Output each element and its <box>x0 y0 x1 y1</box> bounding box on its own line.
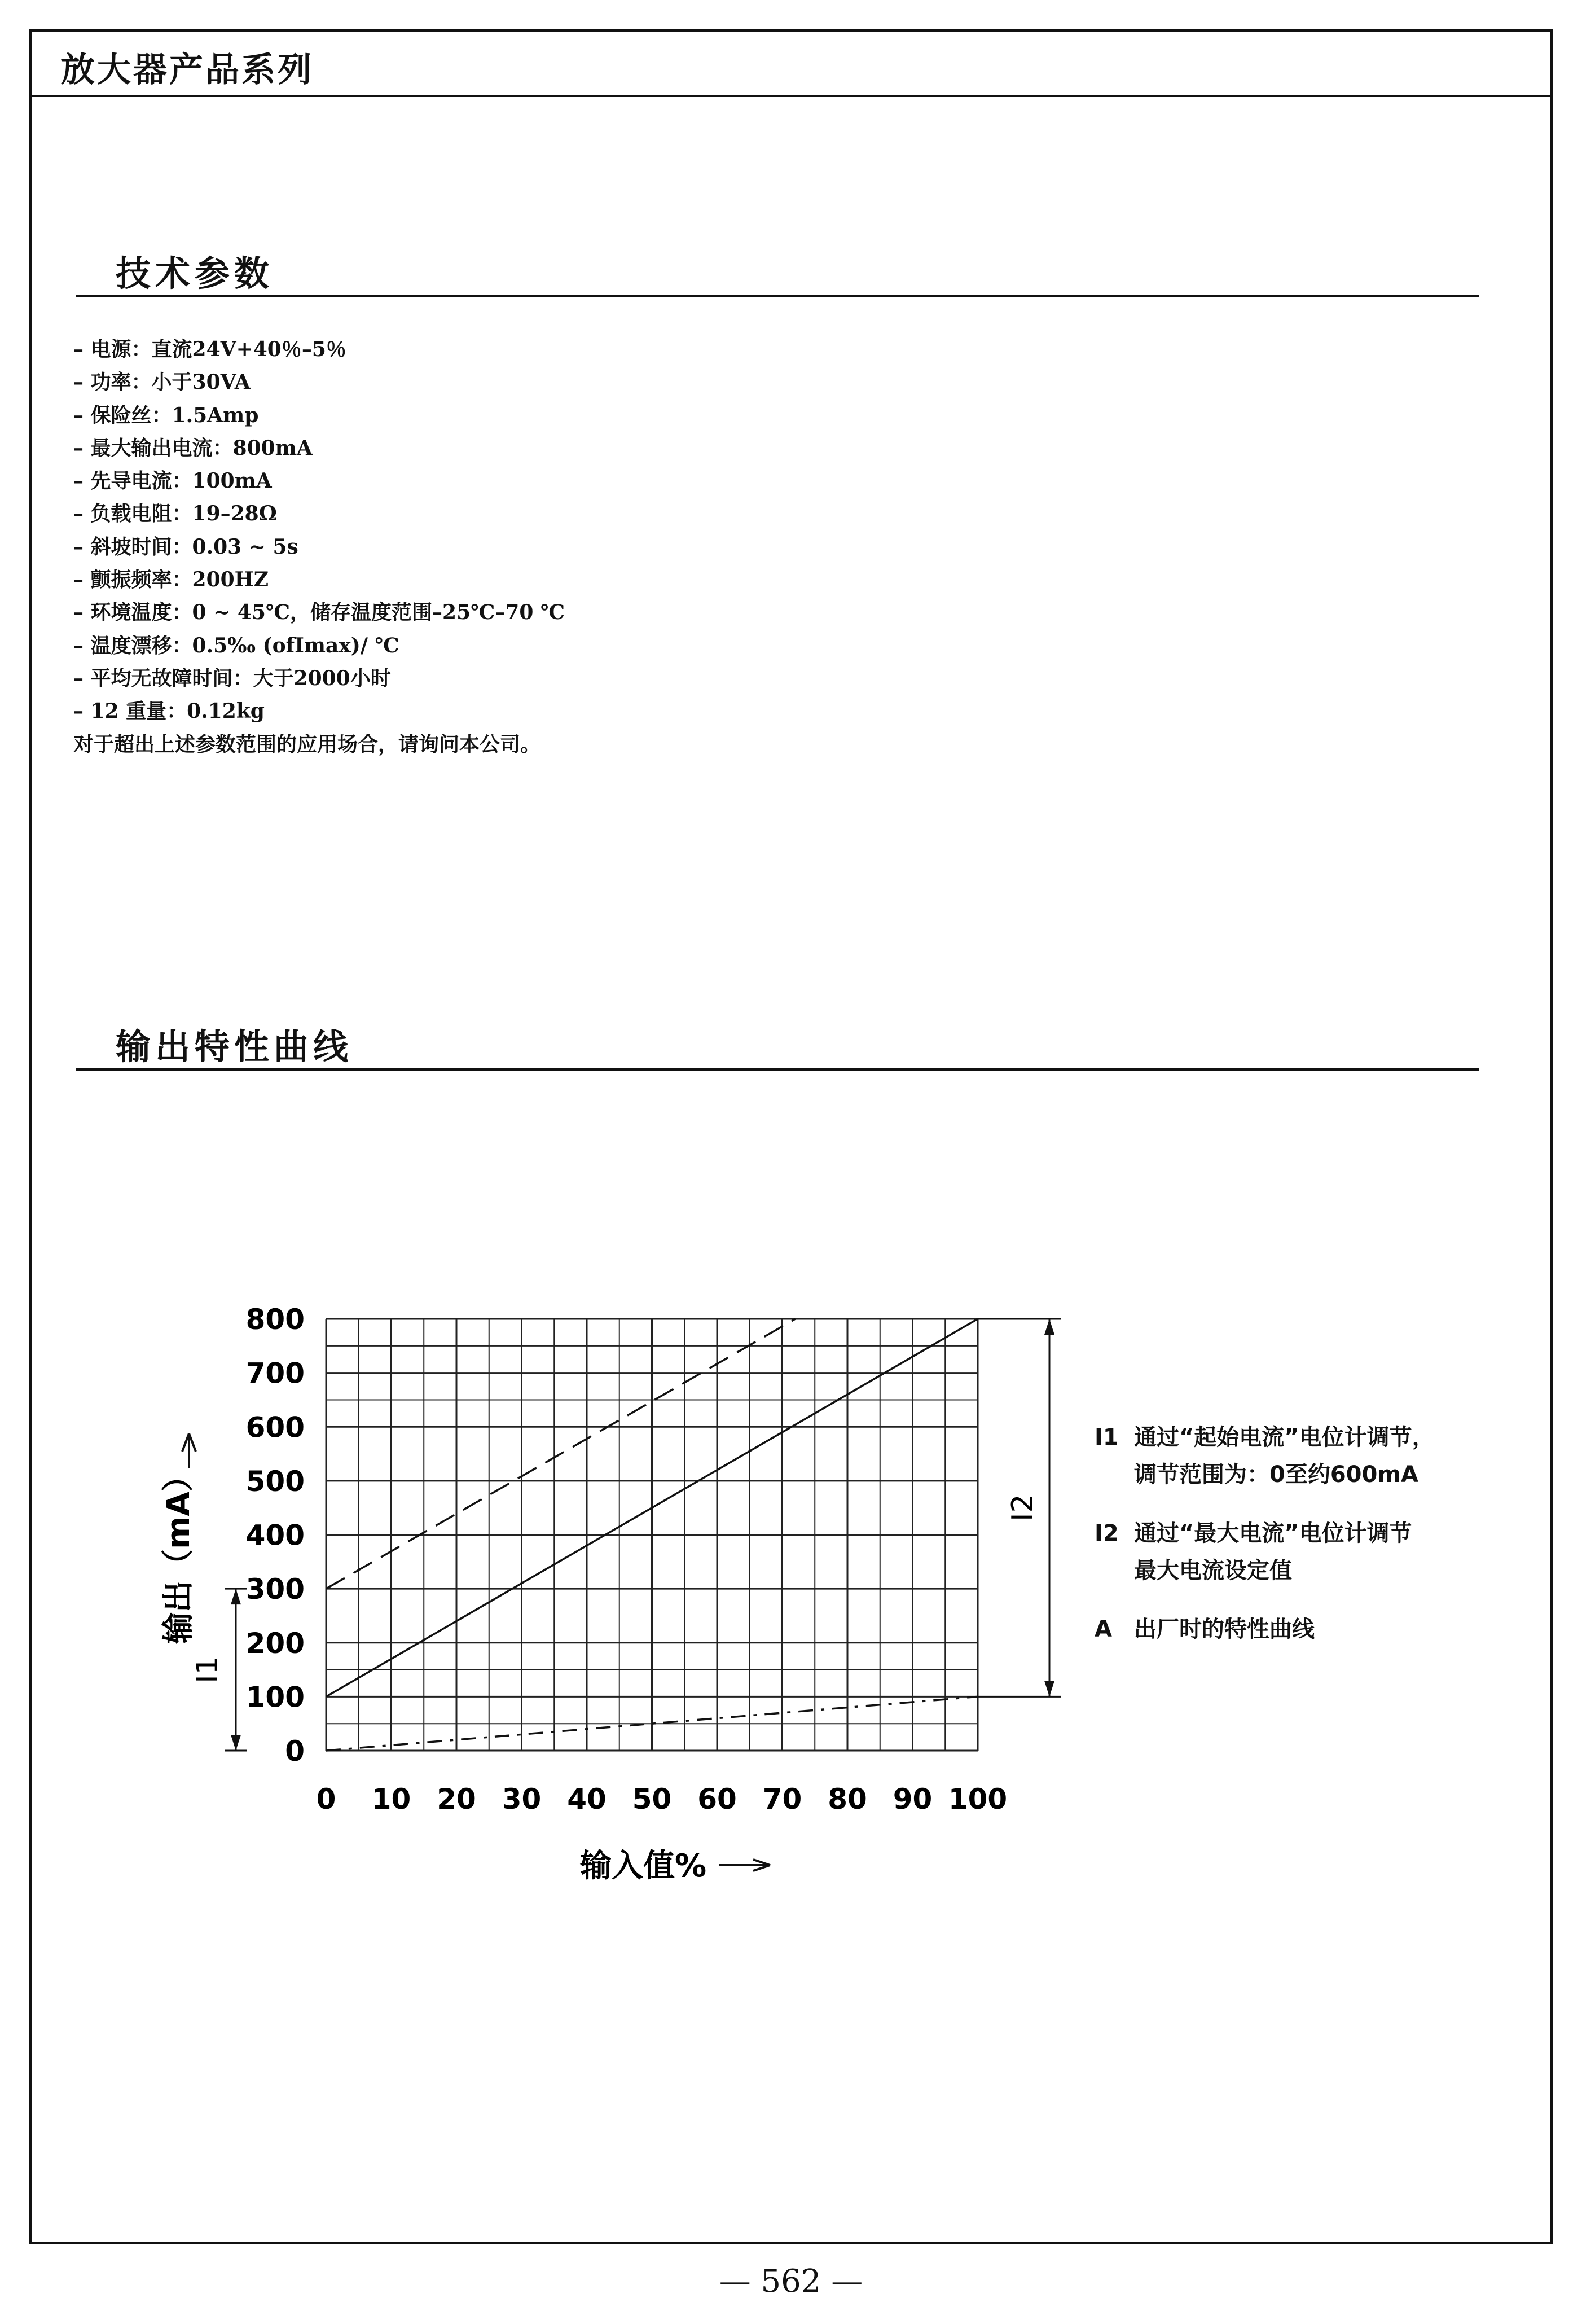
tech-section-title: 技术参数 <box>116 253 274 294</box>
x-tick-label: 50 <box>632 1783 672 1816</box>
legend-key: I1 <box>1095 1424 1119 1450</box>
y-tick-label: 500 <box>245 1464 305 1498</box>
x-axis-arrow <box>719 1860 770 1871</box>
spec-item: – 负载电阻：19–28Ω <box>73 502 277 526</box>
page-number: — 562 — <box>719 2263 863 2300</box>
curve-section-title: 输出特性曲线 <box>116 1026 353 1067</box>
chart-grid <box>326 1319 978 1751</box>
x-axis-label: 输入值% <box>579 1848 707 1884</box>
legend-item-i1-line2: 调节范围为：0至约600mA <box>1134 1462 1418 1488</box>
y-tick-label: 800 <box>245 1303 305 1336</box>
x-tick-label: 90 <box>893 1783 933 1816</box>
x-tick-label: 30 <box>502 1783 542 1816</box>
legend-item-i1 <box>1095 1419 1435 1452</box>
i1-arrow-head <box>231 1589 241 1604</box>
i2-label: I2 <box>1006 1494 1040 1521</box>
y-axis-label: 输出（mA） <box>160 1460 197 1644</box>
spec-item: – 斜坡时间：0.03 ~ 5s <box>73 534 298 559</box>
x-tick-label: 100 <box>948 1783 1008 1816</box>
y-tick-label: 300 <box>245 1573 305 1606</box>
spec-item: – 保险丝：1.5Amp <box>73 403 259 427</box>
legend-text: 通过“起始电流”电位计调节， <box>1134 1424 1435 1450</box>
x-tick-label: 40 <box>567 1783 607 1816</box>
x-tick-label: 60 <box>697 1783 737 1816</box>
y-tick-label: 0 <box>285 1735 305 1768</box>
legend-text: 通过“最大电流”电位计调节 <box>1134 1520 1412 1546</box>
spec-item: – 平均无故障时间：大于2000小时 <box>73 666 391 690</box>
spec-item: – 最大输出电流：800mA <box>73 436 313 460</box>
x-tick-label: 0 <box>316 1783 336 1816</box>
legend-key: A <box>1095 1616 1112 1642</box>
spec-item: – 颤振频率：200HZ <box>73 568 269 592</box>
spec-item: – 环境温度：0 ~ 45℃，储存温度范围–25℃–70 ℃ <box>73 600 565 625</box>
legend-key: I2 <box>1095 1520 1119 1546</box>
x-tick-label: 10 <box>371 1783 411 1816</box>
i2-arrow-head <box>1044 1681 1054 1696</box>
i2-arrow-head <box>1044 1319 1054 1335</box>
spec-item: – 先导电流：100mA <box>73 469 272 493</box>
series-line-dashed <box>326 1319 796 1589</box>
x-tick-label: 70 <box>762 1783 802 1816</box>
spec-note: 对于超出上述参数范围的应用场合，请询问本公司。 <box>73 732 541 756</box>
spec-item: – 12 重量：0.12kg <box>73 699 265 723</box>
y-tick-label: 700 <box>245 1357 305 1390</box>
y-tick-label: 200 <box>245 1626 305 1660</box>
i1-label: I1 <box>191 1656 225 1683</box>
spec-item: – 功率：小于30VA <box>73 370 251 394</box>
legend-item-i2 <box>1095 1515 1412 1547</box>
spec-item: – 温度漂移：0.5‰ (ofImax)/ ℃ <box>73 633 399 657</box>
y-tick-label: 600 <box>245 1411 305 1444</box>
legend-item-a <box>1095 1611 1315 1643</box>
x-tick-label: 80 <box>828 1783 867 1816</box>
spec-item: – 电源：直流24V+40％–5％ <box>73 337 346 361</box>
legend-item-i2-line2: 最大电流设定值 <box>1134 1558 1292 1584</box>
y-tick-label: 400 <box>245 1519 305 1552</box>
chart-ticks <box>246 1303 1008 1816</box>
x-tick-label: 20 <box>437 1783 476 1816</box>
i1-arrow-head <box>231 1735 241 1751</box>
header-title: 放大器产品系列 <box>61 50 314 90</box>
legend-text: 出厂时的特性曲线 <box>1134 1616 1315 1642</box>
y-tick-label: 100 <box>245 1681 305 1714</box>
